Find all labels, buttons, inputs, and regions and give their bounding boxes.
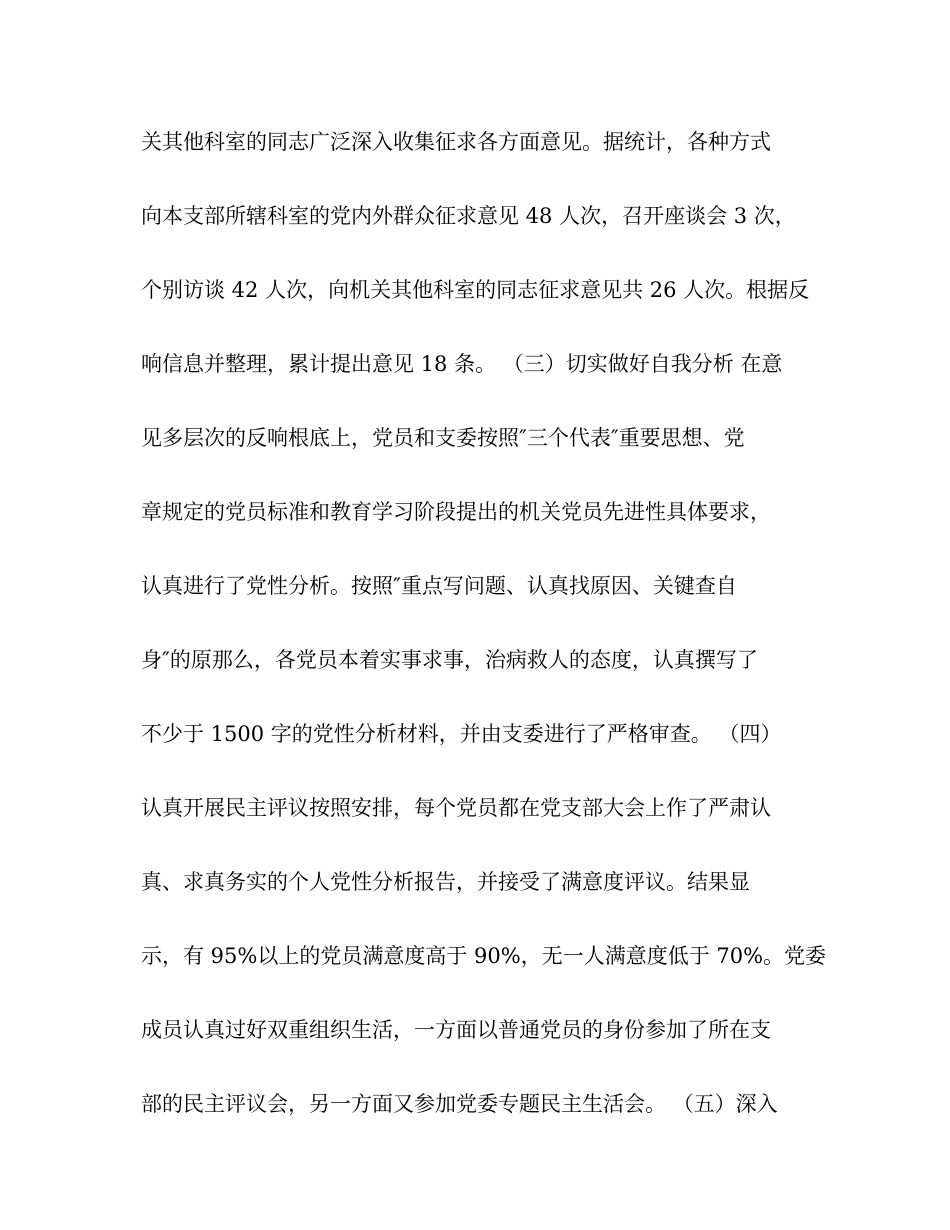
text-line: 不少于 1500 字的党性分析材料，并由支委进行了严格审查。 （四） bbox=[141, 722, 782, 746]
text-line: 响信息并整理，累计提出意见 18 条。 （三）切实做好自我分析 在意 bbox=[141, 352, 783, 376]
text-line: 个别访谈 42 人次，向机关其他科室的同志征求意见共 26 人次。根据反 bbox=[141, 278, 810, 302]
text-line: 见多层次的反响根底上，党员和支委按照″三个代表″重要思想、党 bbox=[141, 426, 745, 450]
text-line: 身″的原那么，各党员本着实事求事，治病救人的态度，认真撰写了 bbox=[141, 648, 758, 672]
text-line: 示，有 95%以上的党员满意度高于 90%，无一人满意度低于 70%。党委 bbox=[141, 944, 827, 968]
text-line: 部的民主评议会，另一方面又参加党委专题民主生活会。 （五）深入 bbox=[141, 1092, 778, 1116]
text-line: 向本支部所辖科室的党内外群众征求意见 48 人次，召开座谈会 3 次， bbox=[141, 204, 796, 228]
text-line: 成员认真过好双重组织生活，一方面以普通党员的身份参加了所在支 bbox=[141, 1018, 771, 1042]
text-line: 章规定的党员标准和教育学习阶段提出的机关党员先进性具体要求， bbox=[141, 500, 771, 524]
text-line: 关其他科室的同志广泛深入收集征求各方面意见。据统计，各种方式 bbox=[141, 130, 771, 154]
body-text bbox=[141, 124, 827, 1160]
text-line: 认真进行了党性分析。按照″重点写问题、认真找原因、关键查自 bbox=[141, 574, 737, 598]
text-line: 认真开展民主评议按照安排，每个党员都在党支部大会上作了严肃认 bbox=[141, 796, 771, 820]
text-line: 真、求真务实的个人党性分析报告，并接受了满意度评议。结果显 bbox=[141, 870, 750, 894]
